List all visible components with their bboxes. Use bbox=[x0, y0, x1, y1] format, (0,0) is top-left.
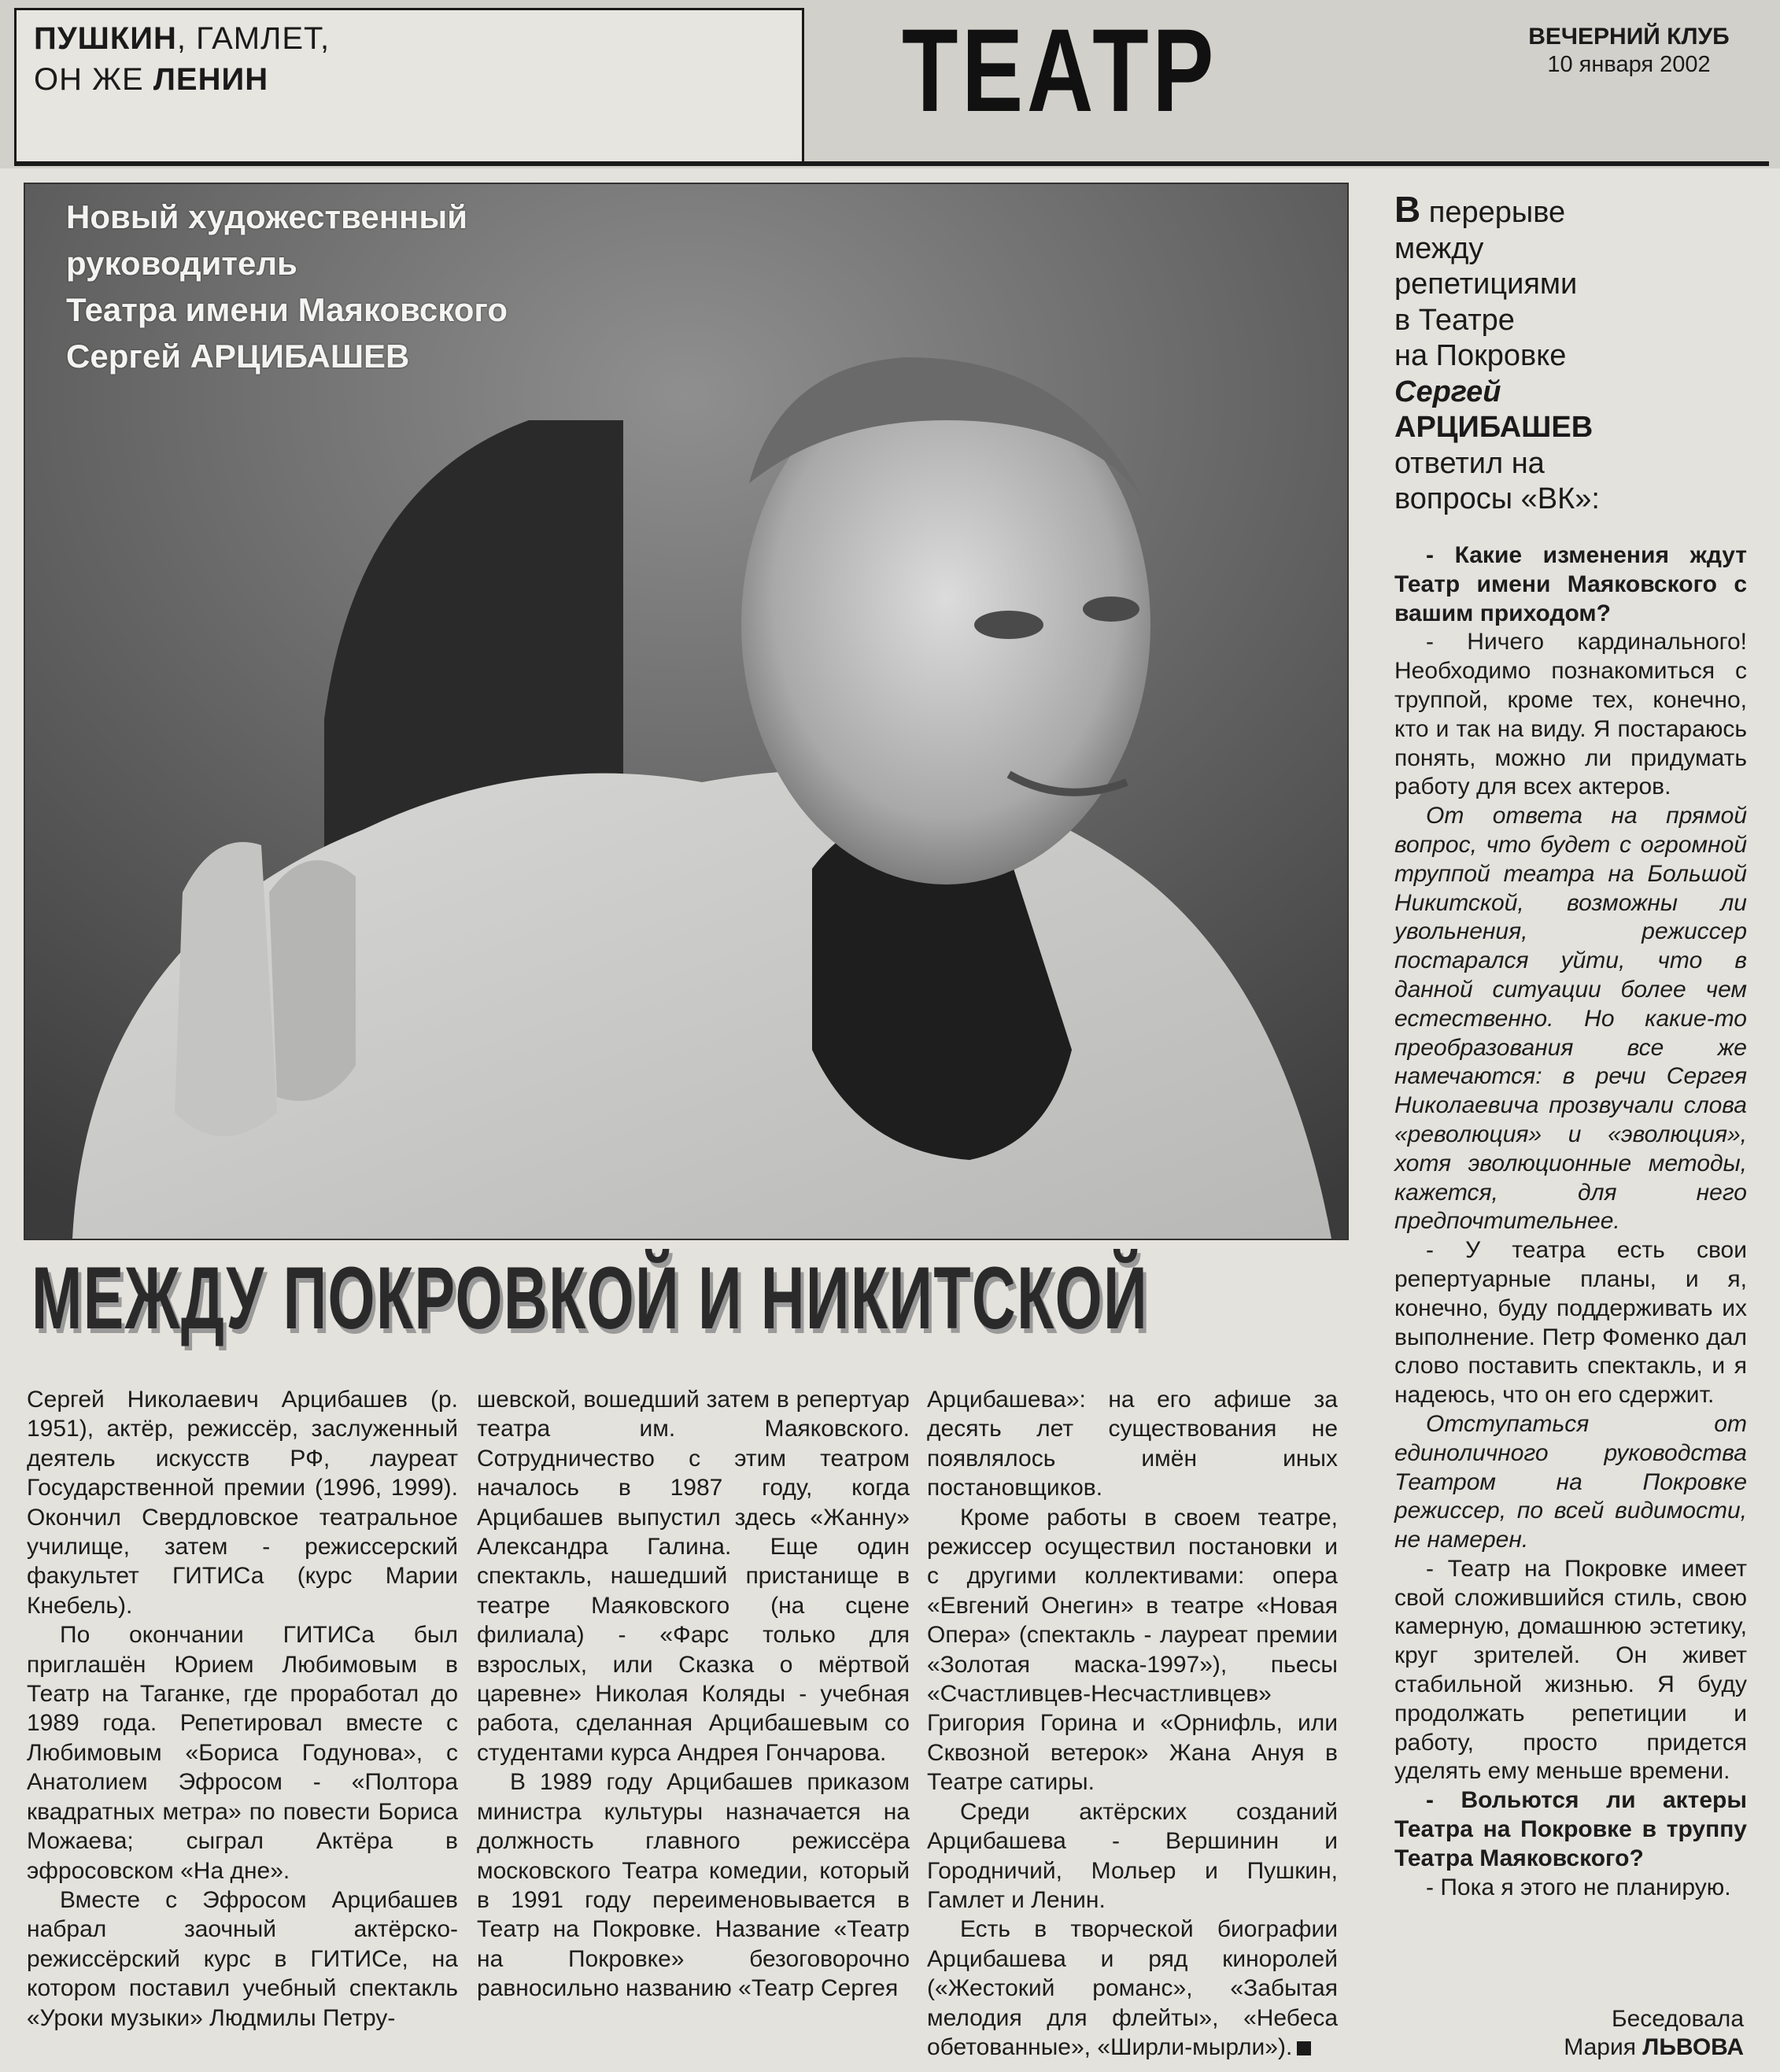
interview-intro bbox=[1394, 189, 1741, 518]
intro-line: на Покровке bbox=[1394, 339, 1567, 372]
rubric-text-2: ОН ЖЕ bbox=[34, 62, 153, 97]
caption-line: Сергей АРЦИБАШЕВ bbox=[66, 338, 410, 375]
caption-line: руководитель bbox=[66, 245, 297, 282]
interview-note: От ответа на прямой вопрос, что будет с огромной труппой театра на Большой Никитской, возможны ли увольнения, режиссер постарался уйти, что в данной ситуации более чем естественно. Но какие-то преобразования все же намечаются: в речи Сергея Николаевича прозвучали слова «революция» и «эволюция», хотя эволюционные методы, кажется, для него предпочтительнее. bbox=[1394, 803, 1747, 1235]
body-paragraph: Вместе с Эфросом Арцибашев набрал заочный актёрско-режиссёрский курс в ГИТИСе, на котором поставил учебный спектакль «Уроки музыки» Людмилы Петру- bbox=[27, 1886, 458, 2031]
rubric-box bbox=[14, 8, 804, 165]
body-paragraph-text: Есть в творческой биографии Арцибашева и ряд киноролей («Жестокий романс», «Забытая мелодия для флейты», «Небеса обетованные», «Ширли-мырли»). bbox=[927, 1916, 1338, 2060]
intro-name-last: АРЦИБАШЕВ bbox=[1394, 411, 1594, 444]
intro-line-1 bbox=[1394, 189, 1741, 231]
section-title: ТЕАТР bbox=[902, 4, 1218, 136]
body-column-2 bbox=[477, 1385, 910, 2004]
rubric-name-pushkin: ПУШКИН bbox=[34, 21, 177, 56]
interview-column bbox=[1394, 541, 1747, 1902]
intro-text: перерыве bbox=[1420, 196, 1566, 229]
portrait-photo bbox=[24, 183, 1349, 1240]
body-paragraph: Кроме работы в своем театре, режиссер осуществил постановки и с другими коллективами: опера «Евгений Онегин» в театре «Новая Опера» (спектакль - лауреат премии «Золотая маска-1997»), пьесы «Счастливцев-Несчастливцев» Григория Горина и «Орнифль, или Сквозной ветерок» Жана Ануя в Театре сатиры. bbox=[927, 1504, 1338, 1796]
publication-name: ВЕЧЕРНИЙ КЛУБ bbox=[1528, 24, 1730, 50]
interview-question: - Какие изменения ждут Театр имени Маяковского с вашим приходом? bbox=[1394, 542, 1747, 626]
byline-label: Беседовала bbox=[1611, 2006, 1744, 2032]
intro-line: репетициями bbox=[1394, 268, 1578, 301]
publication-info bbox=[1511, 24, 1747, 78]
publication-date: 10 января 2002 bbox=[1547, 52, 1711, 77]
intro-line: между bbox=[1394, 231, 1484, 265]
byline-author bbox=[1495, 2033, 1744, 2062]
interview-answer: - У театра есть свои репертуарные планы, и я, конечно, буду поддерживать их выполнение. Петр Фоменко дал слово поставить спектакль, и я надеюсь, что он его сдержит. bbox=[1394, 1237, 1747, 1409]
article-headline bbox=[31, 1247, 1353, 1373]
rubric-line-1 bbox=[34, 21, 330, 57]
intro-name-first: Сергей bbox=[1394, 375, 1501, 408]
rubric-line-2 bbox=[34, 62, 268, 98]
body-paragraph: Арцибашева»: на его афише за десять лет существования не появлялось имён иных постановщиков. bbox=[927, 1387, 1338, 1501]
interview-question: - Вольются ли актеры Театра на Покровке в труппу Театра Маяковского? bbox=[1394, 1787, 1747, 1871]
body-paragraph: В 1989 году Арцибашев приказом министра культуры назначается на должность главного режиссёра московского Театра комедии, который в 1991 году переименовывается в Театр на Покровке. Название «Театр на Покровке» безоговорочно равносильно названию «Театр Сергея bbox=[477, 1769, 910, 2002]
body-column-3 bbox=[927, 1385, 1338, 2062]
interview-answer: - Пока я этого не планирую. bbox=[1426, 1874, 1731, 1900]
body-paragraph: шевской, вошедший затем в репертуар театра им. Маяковского. Сотрудничество с этим театром началось в 1987 году, когда Арцибашев выпустил здесь «Жанну» Александра Галина. Еще один спектакль, нашедший пристанище в театре Маяковского (на сцене филиала) - «Фарс только для взрослых, или Сказка о мёртвой царевне» Николая Коляды - учебная работа, сделанная Арцибашевым со студентами курса Андрея Гончарова. bbox=[477, 1387, 910, 1766]
body-paragraph: Сергей Николаевич Арцибашев (р. 1951), актёр, режиссёр, заслуженный деятель искусств РФ, лауреат Государственной премии (1996, 1999). Окончил Свердловское театральное училище, затем - режиссерский факультет ГИТИСа (курс Марии Кнебель). bbox=[27, 1387, 458, 1619]
intro-line: ответил на bbox=[1394, 446, 1545, 480]
caption-line: Новый художественный bbox=[66, 198, 468, 235]
body-paragraph: По окончании ГИТИСа был приглашён Юрием Любимовым в Театр на Таганке, где проработал до 1989 года. Репетировал вместе с Любимовым «Бориса Годунова», с Анатолием Эфросом - «Полтора квадратных метра» по повести Бориса Можаева; сыграл Актёра в эфросовском «На дне». bbox=[27, 1622, 458, 1884]
body-paragraph-last bbox=[927, 1915, 1338, 2062]
end-mark-icon bbox=[1297, 2041, 1311, 2055]
rubric-text: , ГАМЛЕТ, bbox=[176, 21, 331, 56]
intro-line: в Театре bbox=[1394, 303, 1515, 337]
byline bbox=[1495, 2005, 1744, 2062]
headline-text: МЕЖДУ ПОКРОВКОЙ И НИКИТСКОЙ bbox=[31, 1249, 1149, 1347]
caption-line: Театра имени Маяковского bbox=[66, 291, 508, 328]
author-last-name: ЛЬВОВА bbox=[1642, 2034, 1744, 2060]
interview-answer: - Ничего кардинального! Необходимо познакомиться с труппой, кроме тех, конечно, кто и так на виду. Я постараюсь понять, можно ли придумать работу для всех актеров. bbox=[1394, 629, 1747, 800]
interview-answer: - Театр на Покровке имеет свой сложившийся стиль, свою камерную, домашнюю эстетику, круг зрителей. Он живет стабильной жизнью. Я буду продолжать репетиции и работу, просто придется уделять ему меньше времени. bbox=[1394, 1555, 1747, 1785]
interview-note: Отступаться от единоличного руководства Театром на Покровке режиссер, по всей видимости, не намерен. bbox=[1394, 1410, 1747, 1553]
photo-caption bbox=[66, 194, 508, 379]
body-column-1 bbox=[27, 1385, 458, 2033]
body-paragraph: Среди актёрских созданий Арцибашева - Вершинин и Городничий, Мольер и Пушкин, Гамлет и Ленин. bbox=[927, 1798, 1338, 1913]
rubric-name-lenin: ЛЕНИН bbox=[153, 62, 269, 97]
intro-dropcap: В bbox=[1394, 189, 1421, 230]
author-first-name: Мария bbox=[1564, 2034, 1643, 2060]
intro-line: вопросы «ВК»: bbox=[1394, 482, 1600, 515]
header-rule bbox=[14, 161, 1769, 166]
